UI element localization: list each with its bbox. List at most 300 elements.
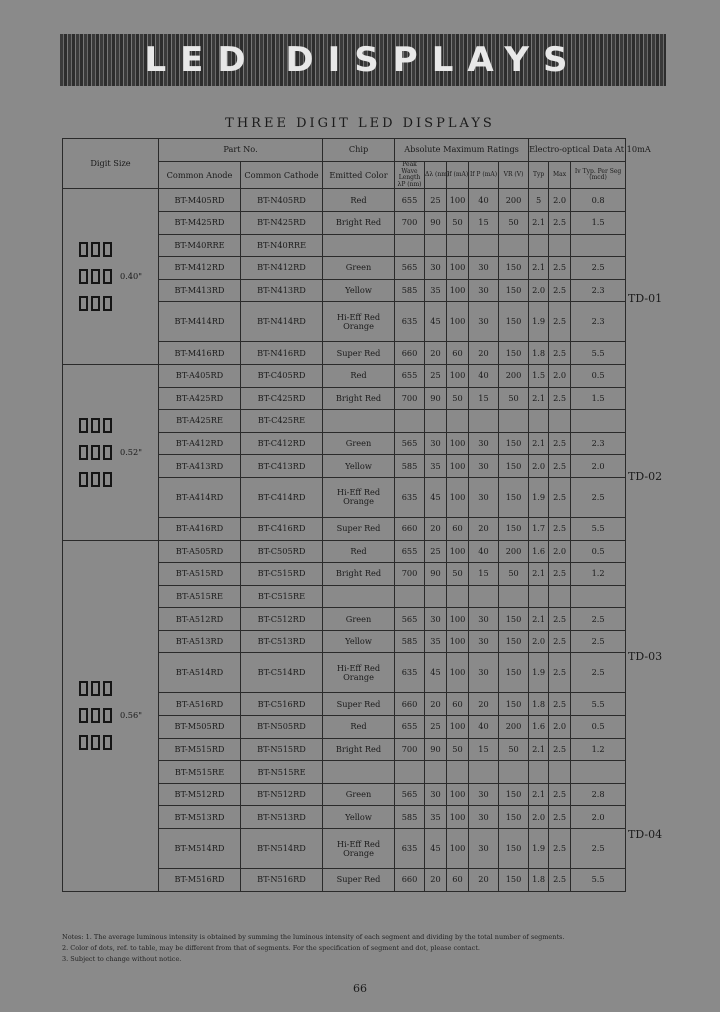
cell-iv: 5.5	[571, 342, 626, 365]
cell-anode: BT-M515RD	[159, 738, 241, 761]
cell-vr	[499, 585, 529, 608]
cell-dl: 30	[425, 432, 447, 455]
cell-vr: 150	[499, 829, 529, 869]
cell-if: 50	[447, 387, 469, 410]
cell-if	[447, 585, 469, 608]
cell-cathode: BT-N516RD	[241, 869, 323, 892]
drawing-label-3: TD-03	[628, 650, 663, 663]
cell-ifp	[469, 234, 499, 257]
cell-if: 60	[447, 693, 469, 716]
cell-dl	[425, 761, 447, 784]
cell-dl: 20	[425, 342, 447, 365]
cell-max: 2.5	[549, 693, 571, 716]
cell-cathode: BT-N513RD	[241, 806, 323, 829]
cell-dl: 25	[425, 364, 447, 387]
cell-vr: 150	[499, 806, 529, 829]
digit-size-cell	[63, 364, 159, 540]
cell-ifp	[469, 761, 499, 784]
header-peak-wave: Peak Wave Length λP (nm)	[395, 162, 425, 189]
cell-iv: 1.2	[571, 563, 626, 586]
cell-if: 60	[447, 342, 469, 365]
cell-color: Green	[323, 432, 395, 455]
cell-ifp: 40	[469, 540, 499, 563]
cell-anode: BT-A413RD	[159, 455, 241, 478]
cell-max: 2.5	[549, 783, 571, 806]
cell-wl: 585	[395, 630, 425, 653]
cell-vr: 50	[499, 738, 529, 761]
cell-max: 2.0	[549, 364, 571, 387]
cell-color: Hi-Eff Red Orange	[323, 829, 395, 869]
cell-color	[323, 234, 395, 257]
cell-typ: 2.1	[529, 211, 549, 234]
cell-ifp: 20	[469, 693, 499, 716]
cell-ifp: 30	[469, 257, 499, 280]
cell-color	[323, 410, 395, 433]
cell-max	[549, 410, 571, 433]
cell-vr: 50	[499, 387, 529, 410]
cell-cathode: BT-N515RD	[241, 738, 323, 761]
cell-anode: BT-A412RD	[159, 432, 241, 455]
footnote-2: 2. Color of dots, ref. to table, may be different from that of segments. For the specification of segment and dot, please contact.	[62, 944, 480, 953]
cell-iv: 2.5	[571, 257, 626, 280]
cell-color: Green	[323, 608, 395, 631]
cell-typ: 1.9	[529, 829, 549, 869]
cell-ifp: 40	[469, 364, 499, 387]
cell-iv: 5.5	[571, 693, 626, 716]
cell-typ	[529, 234, 549, 257]
cell-max: 2.5	[549, 302, 571, 342]
cell-max: 2.5	[549, 342, 571, 365]
cell-max: 2.5	[549, 279, 571, 302]
cell-color: Hi-Eff Red Orange	[323, 477, 395, 517]
digit-display-icon	[79, 242, 112, 311]
cell-if: 100	[447, 257, 469, 280]
cell-typ: 2.1	[529, 387, 549, 410]
cell-max: 2.5	[549, 869, 571, 892]
cell-wl: 700	[395, 563, 425, 586]
cell-max: 2.5	[549, 738, 571, 761]
cell-wl: 655	[395, 189, 425, 212]
cell-anode: BT-M412RD	[159, 257, 241, 280]
page-number: 66	[353, 982, 367, 995]
cell-iv	[571, 585, 626, 608]
cell-typ: 1.9	[529, 653, 549, 693]
cell-anode: BT-A414RD	[159, 477, 241, 517]
spec-sheet	[62, 138, 662, 928]
cell-vr: 50	[499, 563, 529, 586]
cell-iv: 2.0	[571, 455, 626, 478]
cell-iv	[571, 761, 626, 784]
cell-if: 100	[447, 829, 469, 869]
cell-ifp: 15	[469, 563, 499, 586]
cell-max: 2.5	[549, 517, 571, 540]
cell-wl: 655	[395, 364, 425, 387]
cell-max: 2.5	[549, 630, 571, 653]
cell-ifp: 30	[469, 653, 499, 693]
cell-color: Super Red	[323, 342, 395, 365]
cell-dl: 45	[425, 829, 447, 869]
cell-typ: 1.6	[529, 716, 549, 739]
cell-dl: 45	[425, 302, 447, 342]
cell-vr: 150	[499, 517, 529, 540]
cell-dl	[425, 585, 447, 608]
cell-anode: BT-M512RD	[159, 783, 241, 806]
cell-cathode: BT-N40RRE	[241, 234, 323, 257]
footnote-3: 3. Subject to change without notice.	[62, 955, 182, 964]
cell-wl	[395, 585, 425, 608]
cell-if	[447, 410, 469, 433]
cell-max: 2.5	[549, 829, 571, 869]
cell-typ: 2.0	[529, 455, 549, 478]
cell-iv	[571, 410, 626, 433]
cell-wl	[395, 761, 425, 784]
cell-anode: BT-M514RD	[159, 829, 241, 869]
cell-dl: 30	[425, 257, 447, 280]
cell-cathode: BT-C405RD	[241, 364, 323, 387]
cell-anode: BT-M414RD	[159, 302, 241, 342]
cell-max: 2.5	[549, 455, 571, 478]
cell-typ: 1.9	[529, 477, 549, 517]
cell-cathode: BT-C416RD	[241, 517, 323, 540]
cell-iv: 0.5	[571, 364, 626, 387]
cell-max: 2.5	[549, 806, 571, 829]
cell-anode: BT-M413RD	[159, 279, 241, 302]
cell-anode: BT-M405RD	[159, 189, 241, 212]
cell-max: 2.0	[549, 540, 571, 563]
cell-anode: BT-A405RD	[159, 364, 241, 387]
cell-if: 100	[447, 364, 469, 387]
cell-wl: 700	[395, 211, 425, 234]
cell-ifp: 30	[469, 455, 499, 478]
cell-anode: BT-M515RE	[159, 761, 241, 784]
cell-if: 100	[447, 716, 469, 739]
cell-if	[447, 761, 469, 784]
cell-color: Yellow	[323, 806, 395, 829]
cell-wl	[395, 234, 425, 257]
cell-cathode: BT-C515RE	[241, 585, 323, 608]
cell-iv: 2.3	[571, 432, 626, 455]
cell-wl: 565	[395, 257, 425, 280]
cell-iv: 1.2	[571, 738, 626, 761]
cell-wl: 660	[395, 342, 425, 365]
cell-if: 100	[447, 653, 469, 693]
cell-color: Hi-Eff Red Orange	[323, 302, 395, 342]
cell-vr: 200	[499, 189, 529, 212]
cell-ifp: 30	[469, 630, 499, 653]
digit-size-value: 0.40"	[120, 271, 142, 282]
cell-anode: BT-A512RD	[159, 608, 241, 631]
cell-typ: 1.6	[529, 540, 549, 563]
cell-vr: 150	[499, 630, 529, 653]
cell-vr: 150	[499, 342, 529, 365]
cell-dl: 25	[425, 189, 447, 212]
cell-color: Green	[323, 257, 395, 280]
cell-dl	[425, 234, 447, 257]
header-ifp: If P (mA)	[469, 162, 499, 189]
header-abs-max: Absolute Maximum Ratings	[395, 139, 529, 162]
cell-max: 2.0	[549, 189, 571, 212]
cell-color: Super Red	[323, 517, 395, 540]
cell-vr	[499, 410, 529, 433]
cell-cathode: BT-N425RD	[241, 211, 323, 234]
header-common-cathode: Common Cathode	[241, 162, 323, 189]
cell-anode: BT-A516RD	[159, 693, 241, 716]
cell-cathode: BT-N512RD	[241, 783, 323, 806]
cell-color: Super Red	[323, 693, 395, 716]
drawing-label-4: TD-04	[628, 828, 663, 841]
cell-anode: BT-A513RD	[159, 630, 241, 653]
cell-cathode: BT-N405RD	[241, 189, 323, 212]
cell-typ	[529, 410, 549, 433]
cell-iv: 2.5	[571, 829, 626, 869]
cell-typ: 1.5	[529, 364, 549, 387]
digit-size-cell	[63, 540, 159, 891]
cell-wl: 655	[395, 540, 425, 563]
cell-iv: 2.3	[571, 279, 626, 302]
cell-vr: 150	[499, 869, 529, 892]
cell-anode: BT-A514RD	[159, 653, 241, 693]
cell-ifp: 30	[469, 783, 499, 806]
cell-iv: 2.5	[571, 608, 626, 631]
cell-vr	[499, 761, 529, 784]
header-iv: Iv Typ. Per Seg (mcd)	[571, 162, 626, 189]
cell-if: 50	[447, 738, 469, 761]
cell-dl: 20	[425, 693, 447, 716]
cell-dl: 45	[425, 653, 447, 693]
cell-max	[549, 234, 571, 257]
cell-if	[447, 234, 469, 257]
header-vf-typ: Typ	[529, 162, 549, 189]
cell-typ: 1.8	[529, 869, 549, 892]
digit-display-icon	[79, 418, 112, 487]
cell-vr: 150	[499, 302, 529, 342]
cell-iv: 5.5	[571, 517, 626, 540]
cell-ifp: 40	[469, 716, 499, 739]
header-digit-size: Digit Size	[63, 139, 159, 189]
cell-ifp: 20	[469, 869, 499, 892]
cell-cathode: BT-C515RD	[241, 563, 323, 586]
cell-dl: 35	[425, 806, 447, 829]
cell-typ: 2.1	[529, 608, 549, 631]
cell-vr: 150	[499, 455, 529, 478]
cell-wl: 660	[395, 517, 425, 540]
cell-if: 100	[447, 630, 469, 653]
header-chip: Chip	[323, 139, 395, 162]
header-vr: VR (V)	[499, 162, 529, 189]
cell-max: 2.5	[549, 387, 571, 410]
cell-cathode: BT-N515RE	[241, 761, 323, 784]
cell-iv: 2.5	[571, 653, 626, 693]
cell-cathode: BT-C514RD	[241, 653, 323, 693]
cell-if: 50	[447, 563, 469, 586]
digit-size-value: 0.52"	[120, 446, 142, 457]
cell-color	[323, 585, 395, 608]
cell-ifp	[469, 585, 499, 608]
cell-color: Yellow	[323, 279, 395, 302]
cell-vr: 150	[499, 783, 529, 806]
footnotes	[62, 932, 662, 965]
header-electro-optical: Electro-optical Data At 10mA	[529, 139, 626, 162]
cell-wl: 635	[395, 829, 425, 869]
cell-typ: 1.7	[529, 517, 549, 540]
drawing-label-2: TD-02	[628, 470, 663, 483]
cell-wl: 655	[395, 716, 425, 739]
cell-dl: 90	[425, 211, 447, 234]
cell-iv: 5.5	[571, 869, 626, 892]
cell-typ	[529, 585, 549, 608]
cell-iv: 1.5	[571, 387, 626, 410]
cell-dl: 45	[425, 477, 447, 517]
cell-dl: 90	[425, 738, 447, 761]
cell-vr: 200	[499, 364, 529, 387]
cell-typ: 2.1	[529, 257, 549, 280]
cell-dl: 35	[425, 279, 447, 302]
cell-anode: BT-M513RD	[159, 806, 241, 829]
cell-cathode: BT-C505RD	[241, 540, 323, 563]
cell-iv: 2.0	[571, 806, 626, 829]
cell-if: 100	[447, 189, 469, 212]
cell-anode: BT-M505RD	[159, 716, 241, 739]
cell-color: Yellow	[323, 630, 395, 653]
cell-vr: 150	[499, 279, 529, 302]
cell-iv: 1.5	[571, 211, 626, 234]
cell-if: 100	[447, 806, 469, 829]
cell-wl: 635	[395, 477, 425, 517]
cell-typ: 2.0	[529, 630, 549, 653]
cell-vr: 150	[499, 257, 529, 280]
cell-vr: 200	[499, 540, 529, 563]
cell-ifp: 15	[469, 211, 499, 234]
cell-color: Red	[323, 189, 395, 212]
cell-wl: 585	[395, 279, 425, 302]
spec-table-body	[63, 189, 626, 891]
table-row	[63, 364, 626, 387]
cell-wl: 700	[395, 387, 425, 410]
cell-dl: 30	[425, 783, 447, 806]
cell-wl	[395, 410, 425, 433]
cell-ifp: 30	[469, 279, 499, 302]
cell-ifp: 30	[469, 432, 499, 455]
cell-typ: 5	[529, 189, 549, 212]
cell-vr: 50	[499, 211, 529, 234]
cell-vr: 150	[499, 432, 529, 455]
cell-if: 100	[447, 302, 469, 342]
cell-iv	[571, 234, 626, 257]
cell-color: Red	[323, 540, 395, 563]
cell-if: 60	[447, 517, 469, 540]
digit-size-value: 0.56"	[120, 710, 142, 721]
cell-iv: 2.3	[571, 302, 626, 342]
cell-cathode: BT-N505RD	[241, 716, 323, 739]
cell-anode: BT-A515RD	[159, 563, 241, 586]
cell-cathode: BT-N416RD	[241, 342, 323, 365]
cell-max	[549, 761, 571, 784]
cell-typ: 2.0	[529, 806, 549, 829]
cell-max: 2.5	[549, 608, 571, 631]
header-emitted-color: Emitted Color	[323, 162, 395, 189]
cell-typ	[529, 761, 549, 784]
cell-color: Bright Red	[323, 563, 395, 586]
cell-typ: 2.1	[529, 563, 549, 586]
cell-max: 2.5	[549, 432, 571, 455]
cell-vr: 150	[499, 653, 529, 693]
cell-typ: 1.9	[529, 302, 549, 342]
cell-vr: 150	[499, 693, 529, 716]
cell-max: 2.5	[549, 653, 571, 693]
cell-if: 100	[447, 432, 469, 455]
cell-ifp: 30	[469, 806, 499, 829]
banner-title: LED DISPLAYS	[60, 34, 666, 86]
cell-typ: 2.1	[529, 432, 549, 455]
cell-cathode: BT-C412RD	[241, 432, 323, 455]
cell-dl: 35	[425, 455, 447, 478]
cell-wl: 635	[395, 302, 425, 342]
cell-cathode: BT-N514RD	[241, 829, 323, 869]
digit-size-cell	[63, 189, 159, 365]
cell-cathode: BT-N412RD	[241, 257, 323, 280]
cell-wl: 660	[395, 693, 425, 716]
cell-color: Red	[323, 364, 395, 387]
cell-cathode: BT-C512RD	[241, 608, 323, 631]
cell-dl: 30	[425, 608, 447, 631]
cell-color	[323, 761, 395, 784]
cell-if: 100	[447, 540, 469, 563]
cell-color: Green	[323, 783, 395, 806]
cell-typ: 1.8	[529, 342, 549, 365]
cell-max: 2.0	[549, 716, 571, 739]
cell-max: 2.5	[549, 563, 571, 586]
cell-if: 50	[447, 211, 469, 234]
cell-dl: 35	[425, 630, 447, 653]
cell-ifp: 40	[469, 189, 499, 212]
cell-iv: 2.8	[571, 783, 626, 806]
cell-dl: 25	[425, 716, 447, 739]
cell-if: 100	[447, 783, 469, 806]
header-delta-lambda: Δλ (nm)	[425, 162, 447, 189]
cell-vr: 200	[499, 716, 529, 739]
cell-cathode: BT-C516RD	[241, 693, 323, 716]
cell-dl	[425, 410, 447, 433]
page-title: THREE DIGIT LED DISPLAYS	[225, 116, 495, 131]
cell-iv: 0.5	[571, 540, 626, 563]
cell-cathode: BT-C425RD	[241, 387, 323, 410]
cell-dl: 20	[425, 869, 447, 892]
cell-cathode: BT-C513RD	[241, 630, 323, 653]
cell-iv: 0.5	[571, 716, 626, 739]
header-common-anode: Common Anode	[159, 162, 241, 189]
cell-typ: 2.1	[529, 738, 549, 761]
cell-anode: BT-A425RD	[159, 387, 241, 410]
cell-anode: BT-M416RD	[159, 342, 241, 365]
cell-iv: 2.5	[571, 630, 626, 653]
cell-if: 100	[447, 608, 469, 631]
cell-wl: 565	[395, 783, 425, 806]
cell-ifp: 15	[469, 387, 499, 410]
cell-ifp: 20	[469, 342, 499, 365]
cell-typ: 2.0	[529, 279, 549, 302]
cell-wl: 635	[395, 653, 425, 693]
cell-dl: 25	[425, 540, 447, 563]
cell-typ: 2.1	[529, 783, 549, 806]
cell-vr: 150	[499, 477, 529, 517]
cell-ifp: 15	[469, 738, 499, 761]
cell-anode: BT-A416RD	[159, 517, 241, 540]
cell-cathode: BT-C413RD	[241, 455, 323, 478]
cell-vr: 150	[499, 608, 529, 631]
cell-wl: 585	[395, 455, 425, 478]
cell-if: 100	[447, 455, 469, 478]
cell-color: Bright Red	[323, 738, 395, 761]
